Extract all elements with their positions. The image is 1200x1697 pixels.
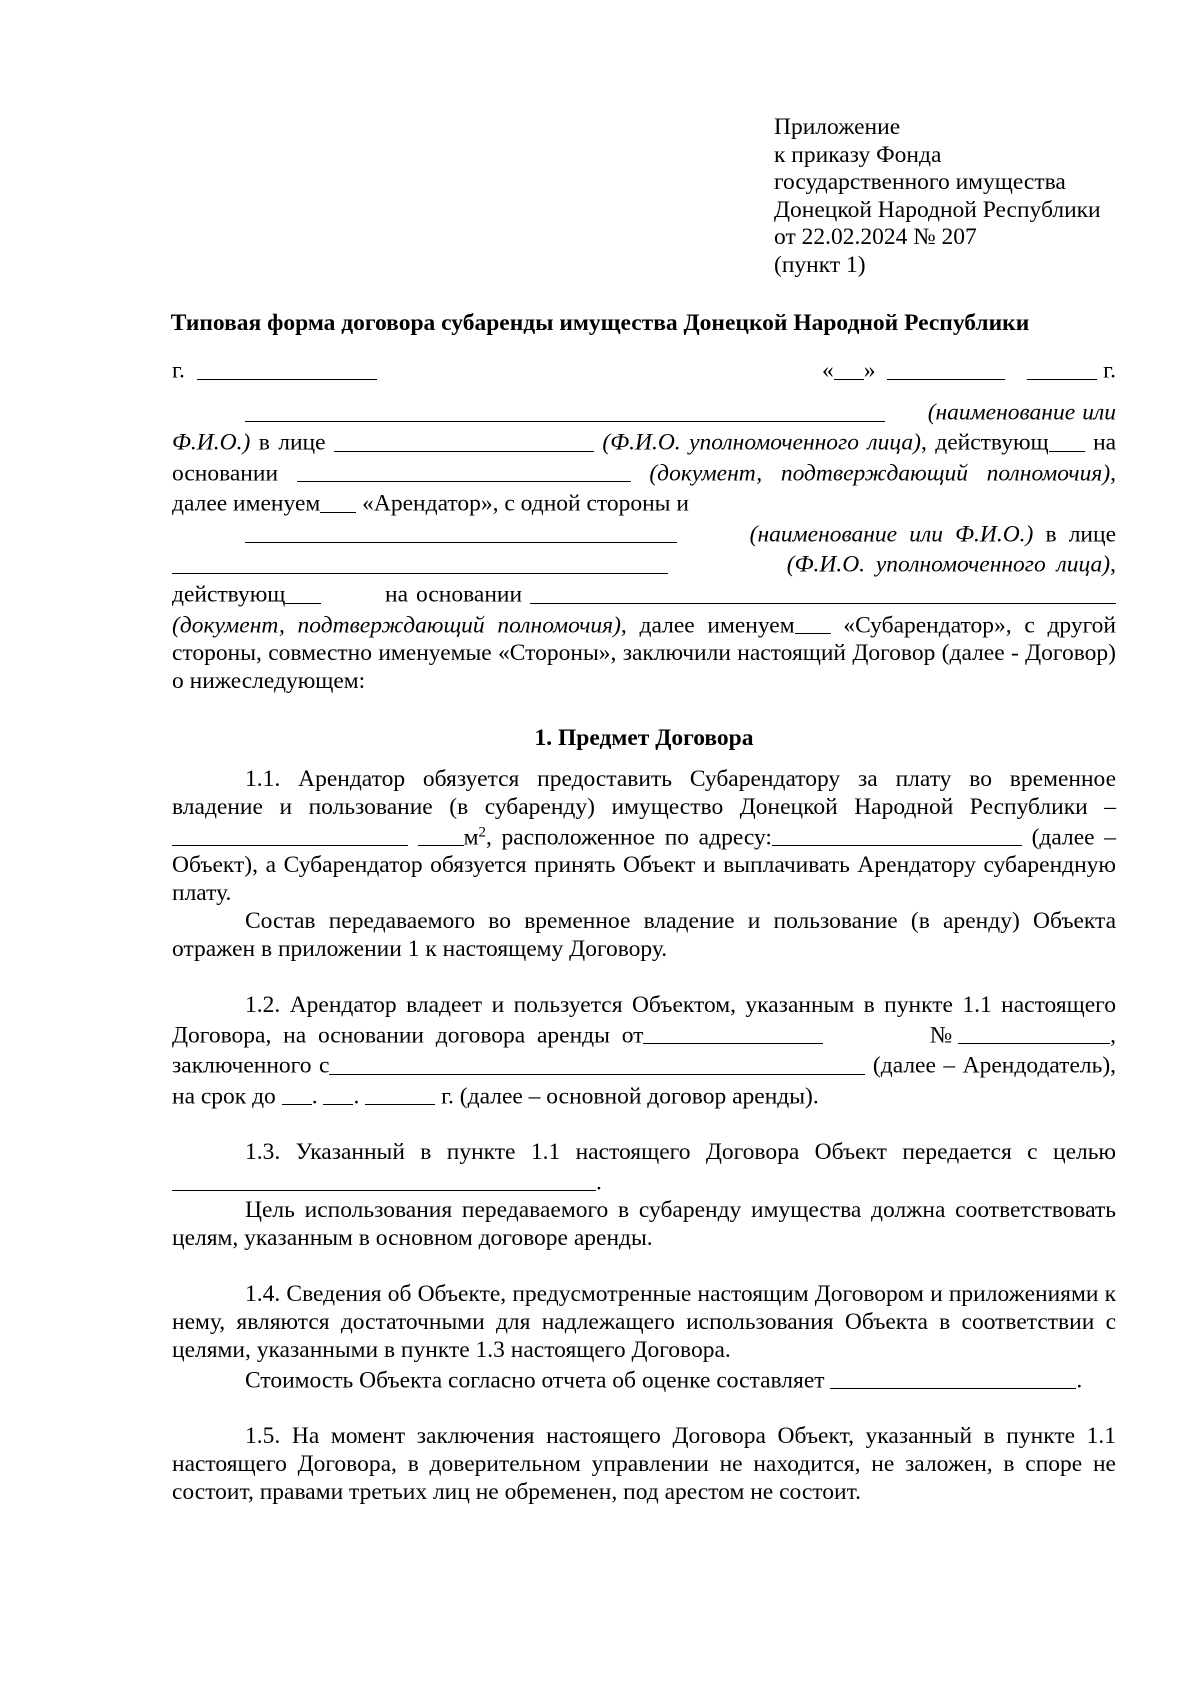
clause-1-1-text-b: , расположенное по адресу: xyxy=(486,824,772,851)
number-sign: № xyxy=(929,1022,959,1049)
clause-1-2-text-a: 1.2. Арендатор владеет и пользуется Объектом, указанным в пункте 1.1 настоящего Договора, на основании договора аренды от xyxy=(172,991,1116,1049)
preamble-party-1 xyxy=(172,397,1116,519)
quote-close: » xyxy=(863,357,876,384)
party1-tail-blank xyxy=(320,488,356,513)
party1-rep-hint: (Ф.И.О. уполномоченного лица) xyxy=(602,429,921,456)
party2-tail-blank xyxy=(795,610,831,635)
party2-on-basis: на основании xyxy=(385,581,523,608)
spacer xyxy=(172,1395,1116,1423)
section-heading: 1. Предмет Договора xyxy=(534,725,754,752)
clause-1-1-composition: Состав передаваемого во временное владение и пользование (в аренду) Объекта отражен в приложении 1 к настоящему Договору. xyxy=(172,908,1116,962)
spacer xyxy=(172,383,1116,397)
appendix-line: к приказу Фонда xyxy=(774,141,942,168)
party2-name-hint: (наименование или Ф.И.О.) xyxy=(749,521,1034,548)
lease-date-blank xyxy=(643,1020,823,1045)
spacer xyxy=(172,752,1116,766)
appendix-line: (пункт 1) xyxy=(774,251,866,278)
appendix-line: Донецкой Народной Республики xyxy=(774,196,1101,223)
party2-doc-blank xyxy=(530,579,1116,604)
appendix-block xyxy=(774,114,1101,279)
city-blank xyxy=(197,355,377,380)
party2-rep-blank xyxy=(172,549,668,574)
clause-1-5: 1.5. На момент заключения настоящего Договора Объект, указанный в пункте 1.1 настоящего Договора, в доверительном управлении не находится, не заложен, в споре не состоит, правами третьих лиц не обременен, под арестом не состоит. xyxy=(172,1423,1116,1506)
clause-1-1-text-c: (далее – Объект), а Субарендатор обязуется принять Объект и выплачивать Арендатору субарендную плату. xyxy=(172,824,1117,907)
month-blank xyxy=(887,355,1005,380)
term-year-blank xyxy=(365,1081,435,1106)
city-prefix: г. xyxy=(172,357,185,384)
landlord-blank xyxy=(329,1050,865,1075)
appendix-line: государственного имущества xyxy=(774,169,1066,195)
party1-rep-blank xyxy=(334,427,594,452)
party1-doc-hint: (документ, подтверждающий полномочия) xyxy=(649,460,1111,487)
area-blank xyxy=(418,822,464,847)
party2-ending-blank xyxy=(285,579,321,604)
spacer xyxy=(172,1253,1116,1281)
spacer xyxy=(172,964,1116,992)
area-unit: м xyxy=(463,824,479,851)
clause-1-3: 1.3. Указанный в пункте 1.1 настоящего Договора Объект передается с целью xyxy=(245,1139,1116,1166)
clause-1-1-text-a: 1.1. Арендатор обязуется предоставить Субарендатору за плату во временное владение и пользование (в субаренду) имущество Донецкой Народной Республики – xyxy=(172,766,1116,820)
day-blank xyxy=(834,355,864,380)
term-month-blank xyxy=(323,1081,353,1106)
purpose-blank xyxy=(172,1167,596,1192)
clause-1-2-text-c: (далее – Арендодатель), на срок до xyxy=(172,1052,1117,1110)
party1-doc-blank xyxy=(297,458,631,483)
document-body xyxy=(172,355,1116,1507)
city-field xyxy=(172,355,377,383)
value-blank xyxy=(830,1365,1076,1390)
party2-tail-b: «Субарендатор», с другой стороны, совместно именуемые «Стороны», заключили настоящий Договор (далее - Договор) о нижеследующем: xyxy=(172,612,1116,695)
date-field xyxy=(822,355,1116,383)
document-title: Типовая форма договора субаренды имущества Донецкой Народной Республики xyxy=(170,310,1030,336)
year-blank xyxy=(1027,355,1097,380)
party2-tail-a: , далее именуем xyxy=(620,612,795,639)
party2-rep-hint: (Ф.И.О. уполномоченного лица) xyxy=(786,551,1111,578)
clause-1-3-purpose-line: . xyxy=(172,1167,1116,1197)
term-day-blank xyxy=(282,1081,312,1106)
party1-acting: , действующ xyxy=(920,429,1049,456)
spacer xyxy=(172,1111,1116,1139)
clause-1-2-text-d: г. (далее – основной договор аренды). xyxy=(441,1083,819,1110)
party1-in-person: в лице xyxy=(258,429,326,456)
area-unit-sup: 2 xyxy=(478,824,487,841)
quote-open: « xyxy=(822,357,834,384)
party2-name-blank xyxy=(245,519,677,544)
party1-tail-b: «Арендатор», с одной стороны и xyxy=(362,490,689,517)
clause-1-2: 1.2. Арендатор владеет и пользуется Объектом, указанным в пункте 1.1 настоящего Договора, на основании договора аренды от № , заключенного с (далее – Арендодатель), на срок до . . г. (далее – основной договор аренды). xyxy=(172,991,1117,1110)
clause-1-4-value-text: Стоимость Объекта согласно отчета об оценке составляет xyxy=(245,1367,825,1394)
clause-1-2-text-b: , заключенного с xyxy=(172,1022,1116,1079)
year-suffix: г. xyxy=(1103,357,1116,384)
clause-1-4-value: Стоимость Объекта согласно отчета об оценке составляет . xyxy=(172,1365,1116,1395)
preamble-party-2: (наименование или Ф.И.О.) в лице (Ф.И.О. уполномоченного лица), действующ на основании (документ, подтверждающий полномочия), далее именуем «Субарендатор», с другой стороны, совместно именуемые «Стороны», заключили настоящий Договор (далее - Договор) о нижеследующем: xyxy=(172,519,1116,696)
party2-doc-hint: (документ, подтверждающий полномочия) xyxy=(172,612,621,639)
appendix-line: Приложение xyxy=(774,114,901,140)
party1-name-blank xyxy=(245,397,885,422)
appendix-line: от 22.02.2024 № 207 xyxy=(774,224,977,250)
party1-name-hint: (наименование или Ф.И.О.) xyxy=(172,399,1116,456)
clause-1-3-note: Цель использования передаваемого в субаренду имущества должна соответствовать целям, указанным в основном договоре аренды. xyxy=(172,1197,1116,1252)
party1-tail-a: , далее именуем xyxy=(172,460,1117,517)
clause-1-1 xyxy=(172,766,1116,908)
object-blank xyxy=(172,822,408,847)
party2-in-person: в лице xyxy=(1045,521,1116,548)
lease-number-blank xyxy=(958,1020,1110,1045)
party2-acting: действующ xyxy=(172,581,286,608)
party1-ending-blank xyxy=(1049,427,1085,452)
party1-on-basis: на основании xyxy=(172,429,1117,487)
city-date-row xyxy=(172,355,1116,383)
clause-1-4: 1.4. Сведения об Объекте, предусмотренные настоящим Договором и приложениями к нему, являются достаточными для надлежащего использования Объекта в соответствии с целями, указанными в пункте 1.3 настоящего Договора. xyxy=(172,1281,1116,1363)
address-blank xyxy=(772,822,1022,847)
spacer xyxy=(172,696,1116,724)
